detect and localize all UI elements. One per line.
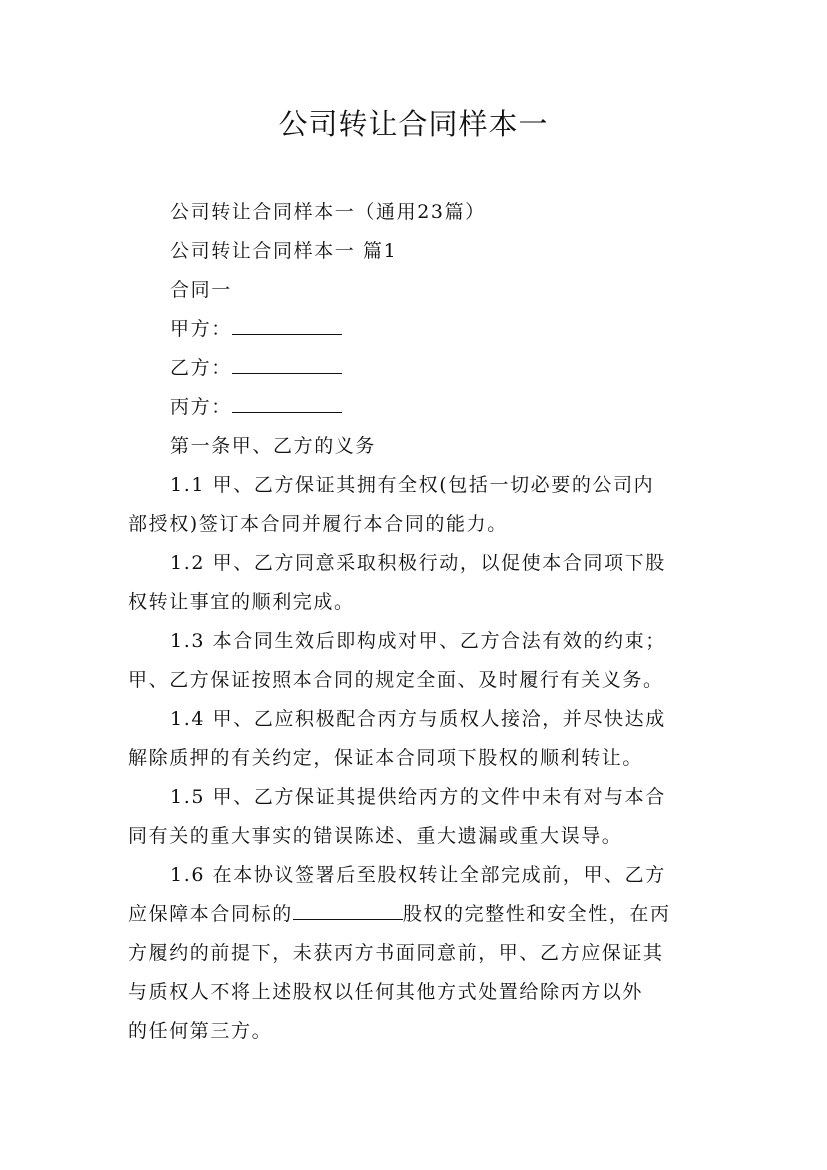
- article-heading: 第一条甲、乙方的义务: [170, 435, 377, 457]
- party-a-blank: [232, 333, 342, 335]
- paragraph-line: 1.1 甲、乙方保证其拥有全权(包括一切必要的公司内: [170, 474, 655, 496]
- document-body: [128, 193, 708, 1051]
- paragraph-line: 甲、乙方保证按照本合同的规定全面、及时履行有关义务。: [128, 669, 664, 691]
- party-c-label: 丙方：: [170, 396, 232, 418]
- party-b-blank: [232, 372, 342, 374]
- paragraph-line: 权转让事宜的顺利完成。: [128, 591, 355, 613]
- party-c-line: [128, 388, 708, 427]
- paragraph-line: 部授权)签订本合同并履行本合同的能力。: [128, 513, 508, 535]
- paragraph-line: 1.5 甲、乙方保证其提供给丙方的文件中未有对与本合: [170, 786, 666, 808]
- paragraph-line: 1.2 甲、乙方同意采取积极行动，以促使本合同项下股: [170, 552, 666, 574]
- subject-blank: [293, 918, 403, 920]
- paragraph-line: 同有关的重大事实的错误陈述、重大遗漏或重大误导。: [128, 825, 623, 847]
- subtitle-line: 公司转让合同样本一（通用23篇）: [170, 201, 486, 223]
- contract-heading: 合同一: [170, 279, 232, 301]
- section-heading: 公司转让合同样本一 篇1: [170, 240, 398, 262]
- paragraph-segment: 股权的完整性和安全性，在丙: [402, 903, 671, 925]
- party-a-label: 甲方：: [170, 318, 232, 340]
- document-title: 公司转让合同样本一: [278, 107, 549, 141]
- paragraph-line-with-blank: [128, 895, 708, 934]
- party-b-label: 乙方：: [170, 357, 232, 379]
- paragraph-segment: 应保障本合同标的: [128, 903, 293, 925]
- paragraph-line: 与质权人不将上述股权以任何其他方式处置给除丙方以外: [128, 981, 644, 1003]
- paragraph-line: 1.3 本合同生效后即构成对甲、乙方合法有效的约束；: [170, 630, 666, 652]
- paragraph-line: 的任何第三方。: [128, 1020, 273, 1042]
- paragraph-line: 1.4 甲、乙应积极配合丙方与质权人接洽，并尽快达成: [170, 708, 666, 730]
- party-c-blank: [232, 411, 342, 413]
- party-b-line: [128, 349, 708, 388]
- paragraph-line: 解除质押的有关约定，保证本合同项下股权的顺利转让。: [128, 747, 644, 769]
- party-a-line: [128, 310, 708, 349]
- paragraph-line: 方履约的前提下，未获丙方书面同意前，甲、乙方应保证其: [128, 942, 664, 964]
- paragraph-line: 1.6 在本协议签署后至股权转让全部完成前，甲、乙方: [170, 864, 666, 886]
